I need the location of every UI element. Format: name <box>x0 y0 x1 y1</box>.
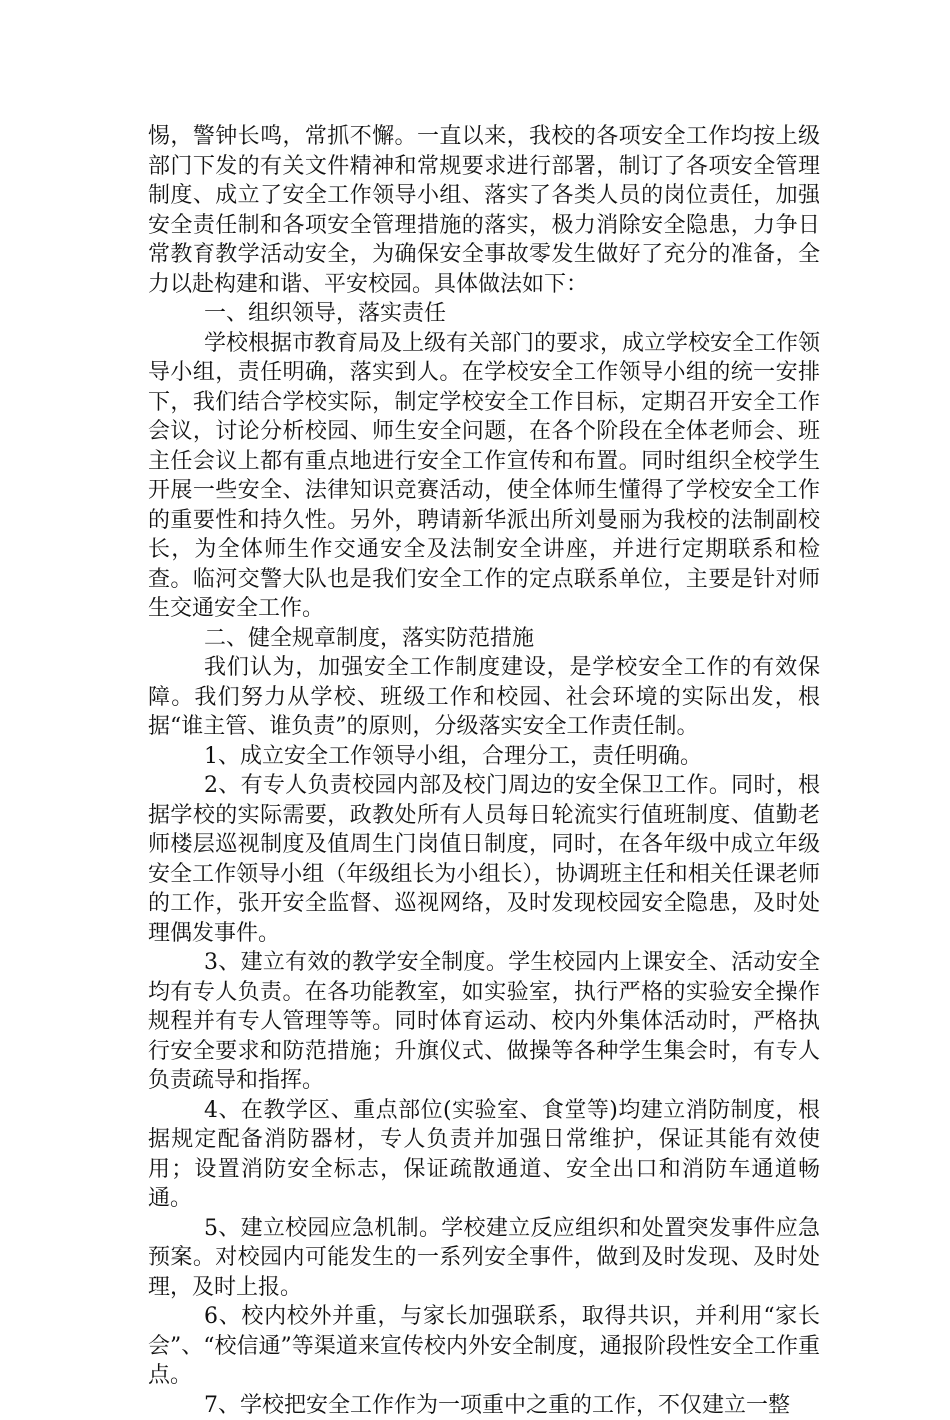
list-item-1: 1、成立安全工作领导小组，合理分工，责任明确。 <box>148 742 820 772</box>
paragraph-leadership: 学校根据市教育局及上级有关部门的要求，成立学校安全工作领导小组，责任明确，落实到人。在学校安全工作领导小组的统一安排下，我们结合学校实际，制定学校安全工作目标，定期召开安全工作会议，讨论分析校园、师生安全问题，在各个阶段在全体老师会、班主任会议上都有重点地进行安全工作宣传和布置。同时组织全校学生开展一些安全、法律知识竞赛活动，使全体师生懂得了学校安全工作的重要性和持久性。另外，聘请新华派出所刘曼丽为我校的法制副校长，为全体师生作交通安全及法制安全讲座，并进行定期联系和检查。临河交警大队也是我们安全工作的定点联系单位，主要是针对师生交通安全工作。 <box>148 329 820 624</box>
section-heading-1: 一、组织领导，落实责任 <box>148 299 820 329</box>
list-item-2: 2、有专人负责校园内部及校门周边的安全保卫工作。同时，根据学校的实际需要，政教处所有人员每日轮流实行值班制度、值勤老师楼层巡视制度及值周生门岗值日制度，同时，在各年级中成立年级安全工作领导小组（年级组长为小组长），协调班主任和相关任课老师的工作，张开安全监督、巡视网络，及时发现校园安全隐患，及时处理偶发事件。 <box>148 771 820 948</box>
paragraph-system-building: 我们认为，加强安全工作制度建设，是学校安全工作的有效保障。我们努力从学校、班级工作和校园、社会环境的实际出发，根据“谁主管、谁负责”的原则，分级落实安全工作责任制。 <box>148 653 820 742</box>
intro-paragraph: 惕，警钟长鸣，常抓不懈。一直以来，我校的各项安全工作均按上级部门下发的有关文件精神和常规要求进行部署，制订了各项安全管理制度、成立了安全工作领导小组、落实了各类人员的岗位责任，加强安全责任制和各项安全管理措施的落实，极力消除安全隐患，力争日常教育教学活动安全，为确保安全事故零发生做好了充分的准备，全力以赴构建和谐、平安校园。具体做法如下： <box>148 122 820 299</box>
list-item-5: 5、建立校园应急机制。学校建立反应组织和处置突发事件应急预案。对校园内可能发生的一系列安全事件，做到及时发现、及时处理，及时上报。 <box>148 1214 820 1303</box>
section-heading-2: 二、健全规章制度，落实防范措施 <box>148 624 820 654</box>
list-item-4: 4、在教学区、重点部位(实验室、食堂等)均建立消防制度，根据规定配备消防器材，专人负责并加强日常维护，保证其能有效使用；设置消防安全标志，保证疏散通道、安全出口和消防车通道畅通。 <box>148 1096 820 1214</box>
list-item-7: 7、学校把安全工作作为一项重中之重的工作，不仅建立一整 <box>148 1391 820 1420</box>
list-item-6: 6、校内校外并重，与家长加强联系，取得共识，并利用“家长会”、“校信通”等渠道来宣传校内外安全制度，通报阶段性安全工作重点。 <box>148 1302 820 1391</box>
list-item-3: 3、建立有效的教学安全制度。学生校园内上课安全、活动安全均有专人负责。在各功能教室，如实验室，执行严格的实验安全操作规程并有专人管理等等。同时体育运动、校内外集体活动时，严格执行安全要求和防范措施；升旗仪式、做操等各种学生集会时，有专人负责疏导和指挥。 <box>148 948 820 1096</box>
document-page <box>148 122 820 1420</box>
